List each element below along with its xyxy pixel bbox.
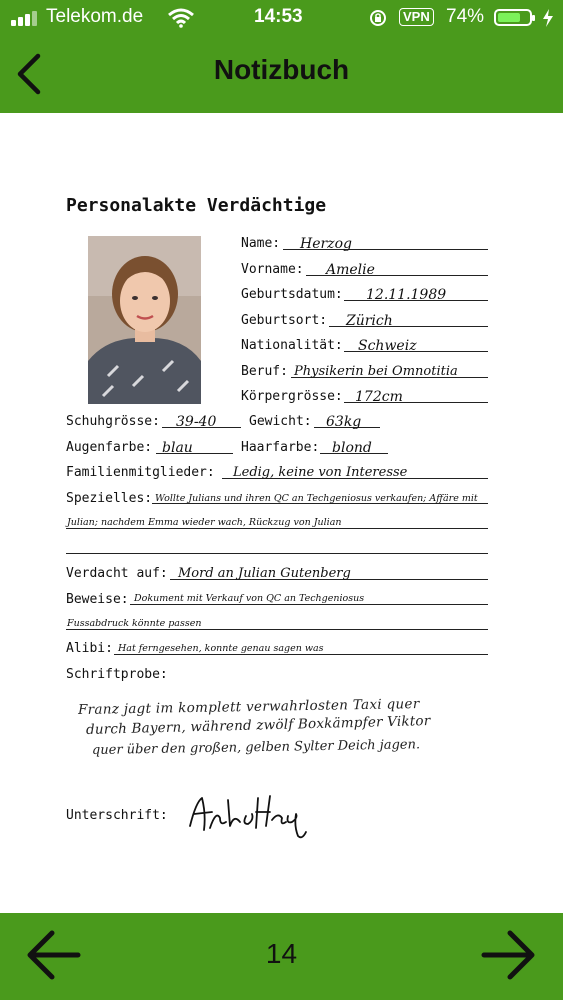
augenfarbe-value: blau bbox=[162, 440, 193, 456]
clock: 14:53 bbox=[254, 6, 303, 27]
vpn-badge: VPN bbox=[399, 8, 434, 26]
suspect-photo bbox=[88, 236, 201, 404]
geburtsdatum-value: 12.11.1989 bbox=[366, 287, 447, 303]
nationalitaet-label: Nationalität: bbox=[241, 338, 343, 353]
spezielles-line-2 bbox=[66, 528, 488, 529]
alibi-line bbox=[114, 654, 488, 655]
koerpergroesse-label: Körpergrösse: bbox=[241, 389, 343, 404]
name-value: Herzog bbox=[300, 236, 352, 252]
beweise-value-2: Fussabdruck könnte passen bbox=[67, 618, 202, 629]
alibi-value: Hat ferngesehen, konnte genau sagen was bbox=[118, 643, 324, 654]
rotation-lock-icon bbox=[368, 9, 388, 27]
geburtsdatum-label: Geburtsdatum: bbox=[241, 287, 343, 302]
spezielles-value-2: Julian; nachdem Emma wieder wach, Rückzug von Julian bbox=[67, 517, 342, 528]
haarfarbe-value: blond bbox=[332, 440, 372, 456]
unterschrift-label: Unterschrift: bbox=[66, 808, 168, 823]
schriftprobe-line-2: durch Bayern, während zwölf Boxkämpfer Viktor bbox=[85, 712, 431, 738]
schriftprobe-line-1: Franz jagt im komplett verwahrlosten Taxi quer bbox=[77, 696, 420, 718]
schuhgroesse-value: 39-40 bbox=[176, 414, 217, 430]
alibi-label: Alibi: bbox=[66, 641, 113, 656]
beweise-label: Beweise: bbox=[66, 592, 129, 607]
nationalitaet-value: Schweiz bbox=[358, 338, 417, 354]
beweise-line-2 bbox=[66, 629, 488, 630]
koerpergroesse-value: 172cm bbox=[355, 389, 403, 405]
verdacht-label: Verdacht auf: bbox=[66, 566, 168, 581]
wifi-icon bbox=[168, 8, 194, 28]
spezielles-line-3 bbox=[66, 553, 488, 554]
vorname-value: Amelie bbox=[326, 262, 375, 278]
gewicht-value: 63kg bbox=[326, 414, 362, 430]
beruf-value: Physikerin bei Omnotitia bbox=[294, 364, 458, 379]
charging-bolt-icon bbox=[542, 9, 554, 27]
document-title: Personalakte Verdächtige bbox=[66, 195, 327, 216]
spezielles-value-1: Wollte Julians und ihren QC an Techgeniosus verkaufen; Affäre mit bbox=[155, 493, 478, 504]
haarfarbe-label: Haarfarbe: bbox=[241, 440, 320, 455]
beweise-value-1: Dokument mit Verkauf von QC an Techgeniosus bbox=[134, 593, 365, 604]
status-bar bbox=[0, 0, 563, 36]
battery-icon bbox=[494, 9, 532, 26]
gewicht-label: Gewicht: bbox=[249, 414, 312, 429]
familienmitglieder-value: Ledig, keine von Interesse bbox=[233, 465, 408, 480]
schuhgroesse-label: Schuhgrösse: bbox=[66, 414, 160, 429]
next-page-button[interactable] bbox=[478, 925, 538, 985]
schriftprobe-line-3: quer über den großen, gelben Sylter Deich jagen. bbox=[91, 737, 421, 758]
geburtsort-value: Zürich bbox=[346, 313, 393, 329]
nav-title: Notizbuch bbox=[213, 54, 350, 85]
vorname-label: Vorname: bbox=[241, 262, 304, 277]
verdacht-value: Mord an Julian Gutenberg bbox=[178, 566, 351, 581]
spezielles-label: Spezielles: bbox=[66, 491, 153, 506]
battery-percent: 74% bbox=[446, 6, 485, 27]
familienmitglieder-label: Familienmitglieder: bbox=[66, 465, 215, 480]
top-bar bbox=[0, 0, 563, 113]
schriftprobe-label: Schriftprobe: bbox=[66, 667, 168, 682]
signature-image bbox=[186, 792, 321, 842]
beweise-line-1 bbox=[130, 604, 488, 605]
signal-icon bbox=[11, 10, 39, 26]
beruf-label: Beruf: bbox=[241, 364, 288, 379]
name-label: Name: bbox=[241, 236, 281, 251]
geburtsort-label: Geburtsort: bbox=[241, 313, 328, 328]
carrier-label: Telekom.de bbox=[46, 6, 144, 27]
page-number: 14 bbox=[265, 938, 298, 969]
augenfarbe-label: Augenfarbe: bbox=[66, 440, 153, 455]
